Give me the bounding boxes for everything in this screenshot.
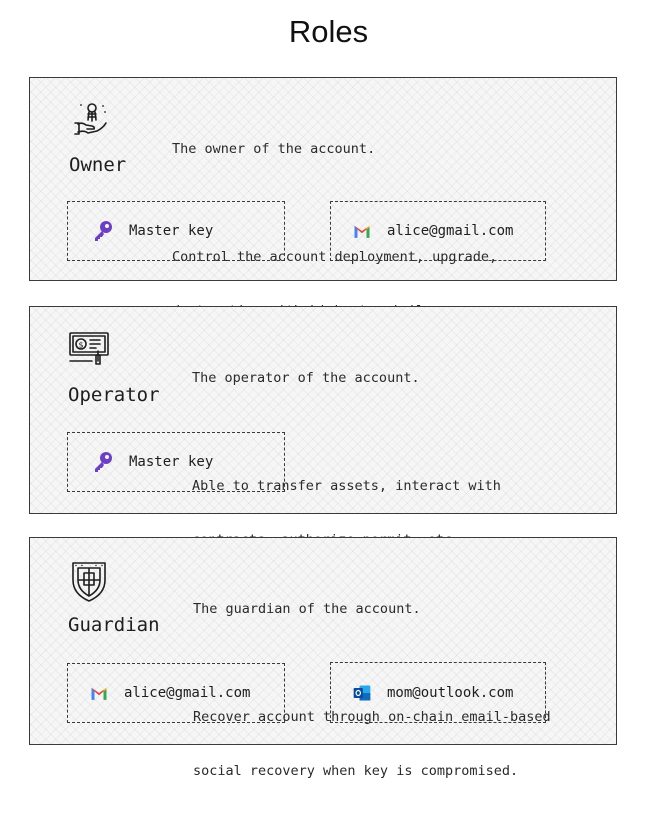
page-title: Roles (288, 14, 369, 49)
role-description: The owner of the account. Control the account deployment, upgrade, (172, 141, 498, 265)
role-description: The operator of the account. Able to transfer assets, interact with (192, 370, 501, 494)
key-icon (91, 219, 115, 243)
master-key-box[interactable] (67, 432, 285, 492)
role-description: The guardian of the account. Recover account through on-chain email-based social recovery when key is compromised. (193, 601, 551, 779)
svg-text:$: $ (78, 340, 84, 350)
key-label: Master key (129, 454, 214, 470)
role-name: Owner (69, 154, 127, 176)
shield-icon (70, 560, 108, 604)
outlook-icon (351, 683, 373, 703)
role-name: Guardian (68, 614, 160, 636)
gmail-icon (351, 222, 373, 240)
operator-card (29, 306, 617, 514)
cheque-sign-icon (68, 329, 112, 369)
master-key-box[interactable] (67, 201, 285, 261)
gmail-icon (88, 684, 110, 702)
gmail-account-box[interactable] (67, 663, 285, 723)
key-label: alice@gmail.com (124, 685, 251, 701)
outlook-account-box[interactable] (330, 662, 546, 723)
key-label: mom@outlook.com (387, 684, 514, 701)
key-label: Master key (129, 223, 214, 239)
key-icon (91, 450, 115, 474)
key-label: alice@gmail.com (387, 223, 514, 239)
gmail-account-box[interactable] (330, 201, 546, 261)
owner-card (29, 77, 617, 281)
role-name: Operator (68, 384, 160, 406)
guardian-card (29, 537, 617, 779)
owner-hand-key-icon (72, 100, 112, 140)
